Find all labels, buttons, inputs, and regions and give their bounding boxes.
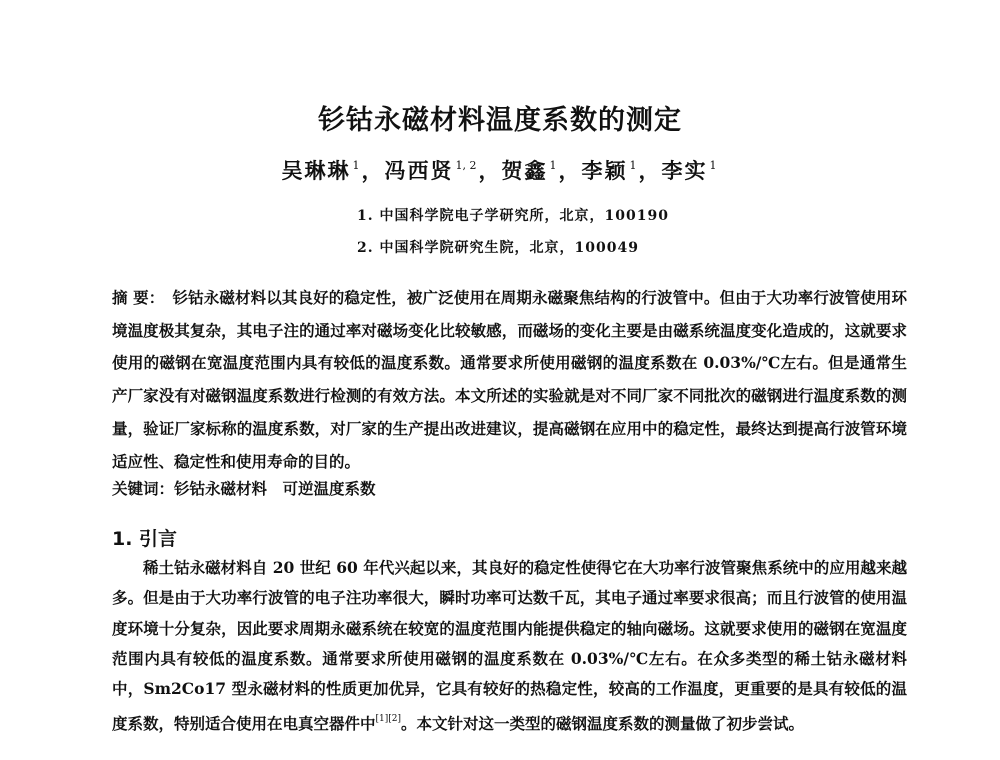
introduction-text: 稀土钴永磁材料自 20 世纪 60 年代兴起以来，其良好的稳定性使得它在大功率行波管聚焦系统中的应用越来越多。但是由于大功率行波管的电子注功率很大，瞬时功率可达数千瓦，其电子通过率要求很高；而且行波管的使用温度环境十分复杂，因此要求周期永磁系统在较宽的温度范围内能提供稳定的轴向磁场。这就要求使用的磁钢在宽温度范围内具有较低的温度系数。通常要求所使用磁钢的温度系数在 0.03%/℃左右。在众多类型的稀土钴永磁材料中，Sm2Co17 型永磁材料的性质更加优异，它具有较好的热稳定性，较高的工作温度，更重要的是具有较低的温度系数，特别适合使用在电真空器件中 bbox=[112, 558, 907, 734]
abstract-text: 钐钴永磁材料以其良好的稳定性，被广泛使用在周期永磁聚焦结构的行波管中。但由于大功率行波管使用环境温度极其复杂，其电子注的通过率对磁场变化比较敏感，而磁场的变化主要是由磁系统温度变化造成的，这就要求使用的磁钢在宽温度范围内具有较低的温度系数。通常要求所使用磁钢的温度系数在 0.03%/℃左右。但是通常生产厂家没有对磁钢温度系数进行检测的有效方法。本文所述的实验就是对不同厂家不同批次的磁钢进行温度系数的测量，验证厂家标称的温度系数，对厂家的生产提出改进建议，提高磁钢在应用中的稳定性，最终达到提高行波管环境适应性、稳定性和使用寿命的目的。 bbox=[112, 288, 907, 471]
abstract-label: 摘 要： bbox=[112, 289, 165, 307]
citation-mark: [1][2] bbox=[375, 714, 402, 725]
author-name: 冯西贤 bbox=[384, 158, 454, 183]
affiliation-1: 1. 中国科学院电子学研究所，北京，100190 bbox=[357, 208, 669, 224]
author-separator: ， bbox=[638, 158, 662, 183]
keywords-label: 关键词： bbox=[112, 480, 175, 498]
abstract bbox=[112, 282, 907, 478]
affiliation-2: 2. 中国科学院研究生院，北京，100049 bbox=[357, 240, 639, 256]
paper-title: 钐钴永磁材料温度系数的测定 bbox=[318, 105, 682, 136]
author-separator: ， bbox=[361, 158, 385, 183]
section-heading-introduction: 1. 引言 bbox=[112, 528, 178, 550]
author-separator: ， bbox=[478, 158, 502, 183]
keywords bbox=[112, 477, 376, 499]
author-list bbox=[0, 155, 1000, 185]
author-name: 贺鑫 bbox=[501, 158, 548, 183]
author-separator: ， bbox=[558, 158, 582, 183]
author-affiliation-mark: 1 bbox=[629, 159, 637, 172]
author-name: 李颖 bbox=[581, 158, 628, 183]
author-affiliation-mark: 1 bbox=[709, 159, 717, 172]
author-affiliation-mark: 1, 2 bbox=[455, 159, 477, 172]
author-name: 吴琳琳 bbox=[281, 158, 351, 183]
author-affiliation-mark: 1 bbox=[352, 159, 360, 172]
author-affiliation-mark: 1 bbox=[549, 159, 557, 172]
introduction-text-continued: 。本文针对这一类型的磁钢温度系数的测量做了初步尝试。 bbox=[401, 714, 805, 734]
keywords-text: 钐钴永磁材料 可逆温度系数 bbox=[174, 479, 376, 498]
author-name: 李实 bbox=[661, 158, 708, 183]
introduction-paragraph bbox=[112, 553, 907, 740]
